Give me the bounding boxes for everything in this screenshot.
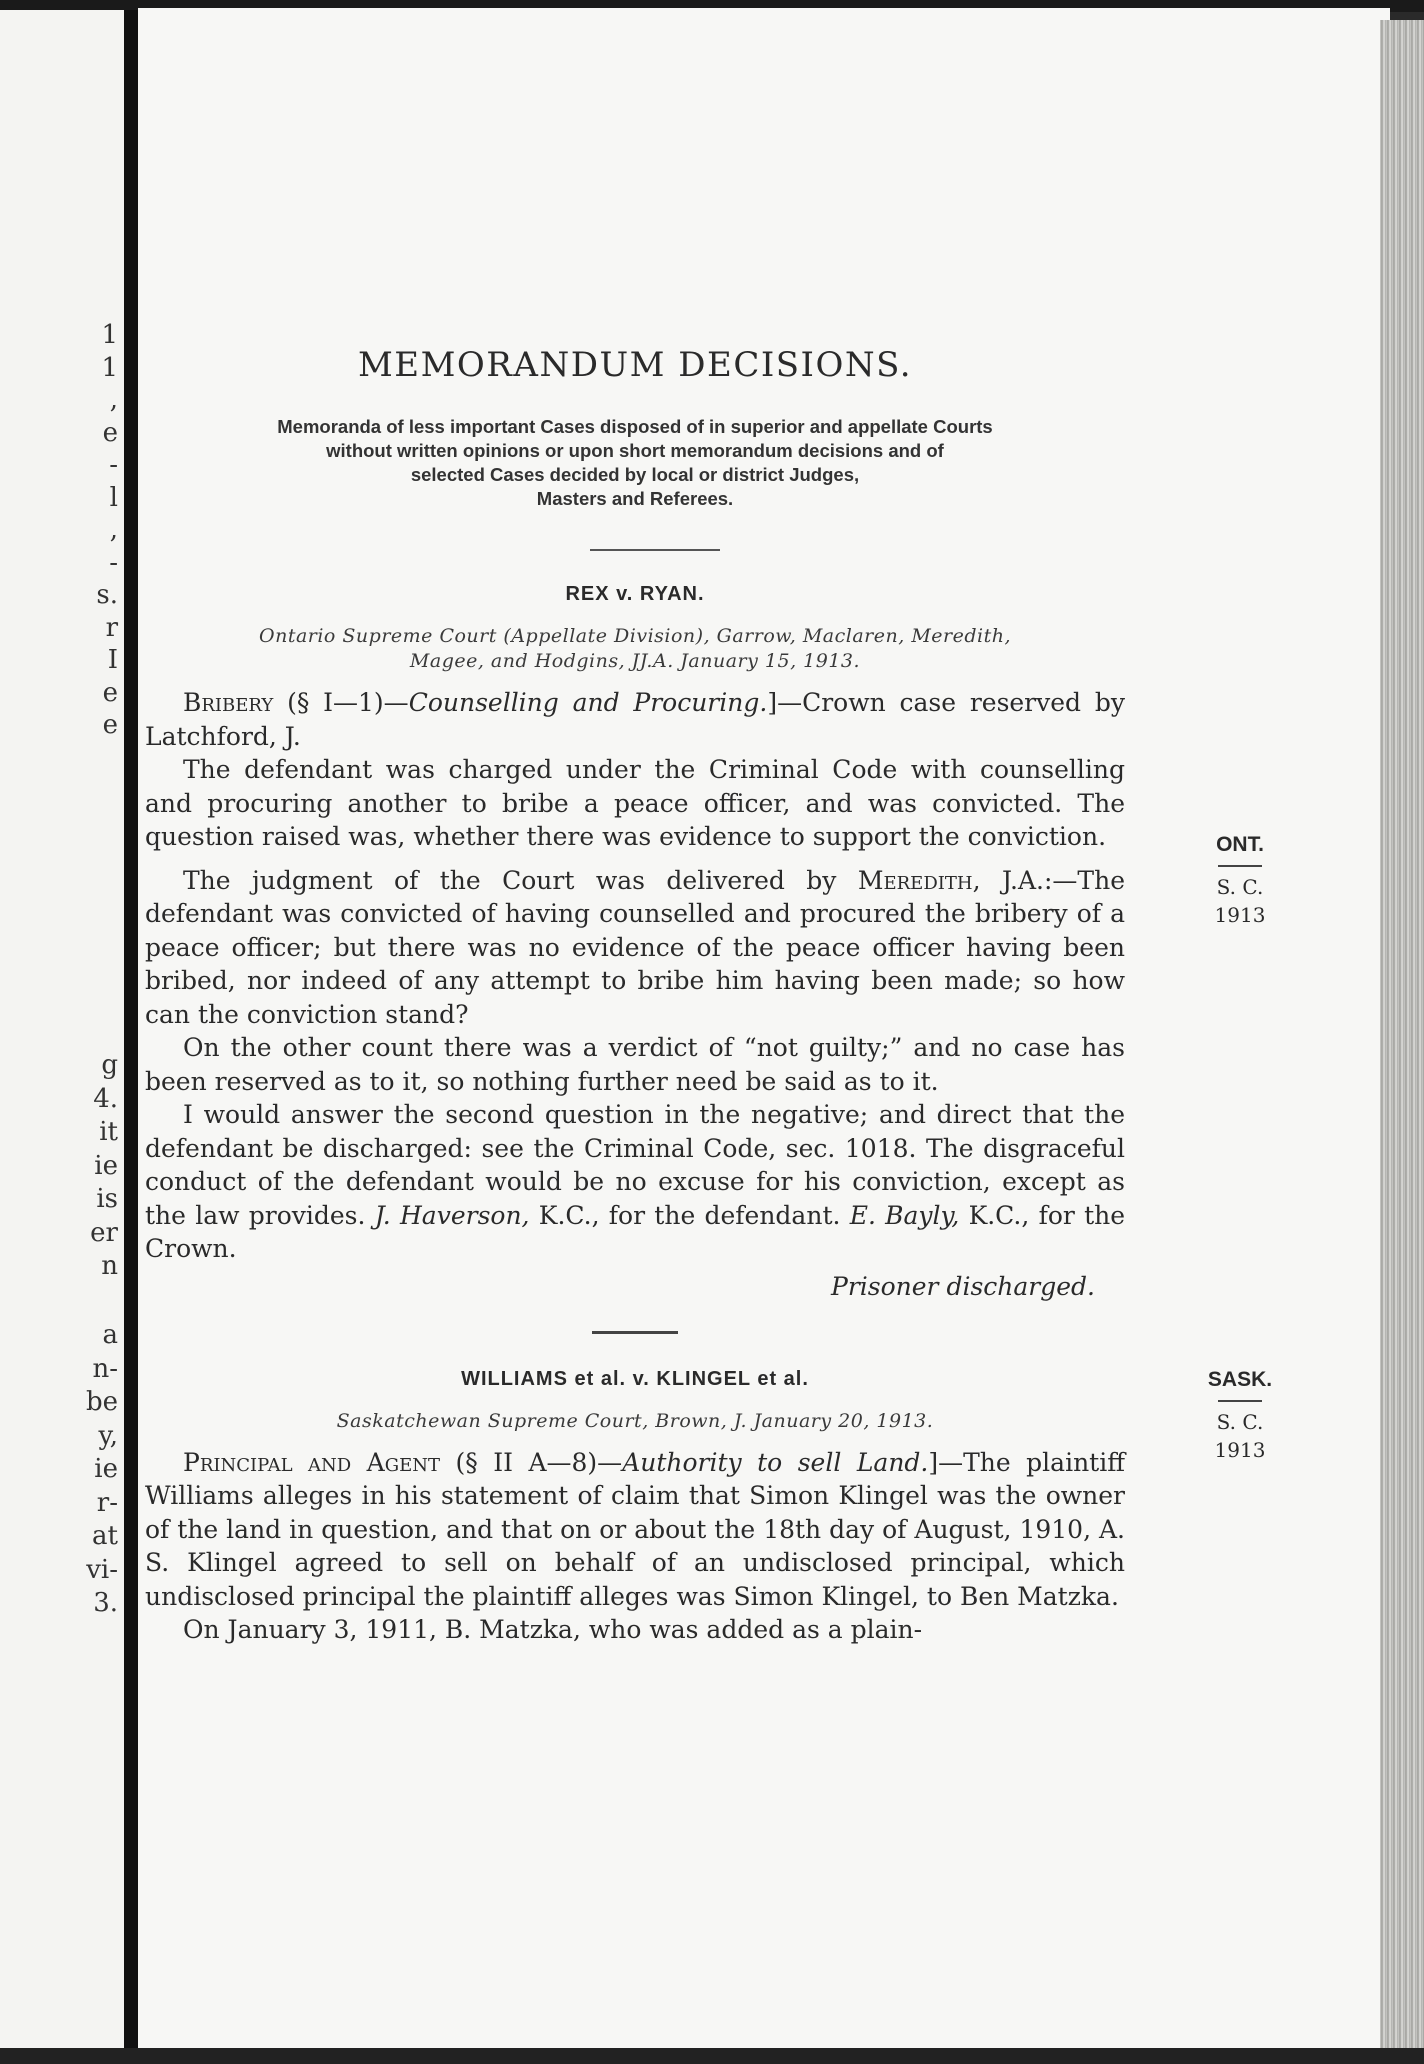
description-line: selected Cases decided by local or district Judges, [410, 464, 860, 485]
headnote-section: (§ I—1)— [287, 688, 409, 717]
facing-page-fragment: g [101, 1050, 118, 1080]
facing-page-fragment: 3. [93, 1588, 118, 1618]
facing-page-fragment: s. [96, 580, 118, 610]
scan-bottom-border [0, 2048, 1424, 2064]
facing-page-fragment: 1 [101, 320, 118, 350]
province: SASK. [1207, 1367, 1273, 1391]
page-content [145, 345, 1273, 1647]
headnote-topic: Authority to sell Land. [622, 1447, 929, 1477]
headnote-subject: Principal and Agent [183, 1447, 441, 1477]
order-text: I would answer the second question in the negative; and direct that the defendant be discharged: see the Criminal Code, sec. 1018. The disgraceful conduct of the defendant would be no excuse for his conviction, except as the law provides. [145, 1100, 1125, 1230]
court-line: Saskatchewan Supreme Court, Brown, J. [336, 1409, 748, 1432]
headnote-section: (§ II A—8)— [455, 1447, 623, 1477]
court-citation [145, 624, 1125, 674]
jurisdiction-margin-note [1195, 833, 1285, 929]
facing-page-fragment: , [109, 385, 118, 415]
paragraph [145, 864, 1125, 1032]
facing-page-fragment: ie [94, 1150, 118, 1181]
margin-rule [1218, 865, 1262, 867]
court-line-1: Ontario Supreme Court (Appellate Division), Garrow, Maclaren, Meredith, [259, 625, 1011, 647]
province: ONT. [1216, 833, 1264, 856]
facing-page-fragment: 1 [101, 352, 118, 383]
paragraph: On the other count there was a verdict of “not guilty;” and no case has been reserved as to it, so nothing further need be said as to it. [145, 1033, 1125, 1096]
counsel-name: E. Bayly, [849, 1200, 960, 1230]
facing-page-fragment: n- [92, 1353, 118, 1384]
decision-date: January 15, 1913. [680, 650, 861, 672]
case-title: WILLIAMS et al. v. KLINGEL et al. [461, 1367, 809, 1390]
facing-page-fragment: er [90, 1217, 118, 1248]
case-disposition: Prisoner discharged. [831, 1271, 1095, 1301]
book-gutter [124, 10, 138, 2050]
court-abbreviation: S. C. [1216, 875, 1264, 899]
headnote [145, 1446, 1125, 1614]
court-citation [145, 1409, 1125, 1434]
judgment-text: J.A.:—The defendant was convicted of having counselled and procured the bribery of a peace officer; but there was no evidence of the peace officer having been bribed, nor indeed of any attempt to bribe him having been made; so how can the conviction stand? [145, 865, 1125, 1029]
counsel-role: K.C., for the defendant. [538, 1200, 841, 1230]
headnote-rest: ]—Crown case reserved by Latchford, J. [145, 688, 1125, 751]
facing-page-fragment: l [109, 482, 118, 513]
counsel-role: K.C., for the Crown. [145, 1200, 1126, 1263]
facing-page-fragment: it [99, 1117, 118, 1147]
description-line: Masters and Referees. [536, 488, 734, 509]
decision-date: January 20, 1913. [753, 1409, 934, 1432]
court-line-2: Magee, and Hodgins, JJ.A. [409, 650, 674, 672]
facing-page-edge [0, 10, 124, 2050]
facing-page-fragment: e [102, 710, 118, 740]
headnote-rest: ]—The plaintiff Williams alleges in his statement of claim that Simon Klingel was the owner of the land in question, and that on or about the 18th day of August, 1910, A. S. Klingel agreed to sell on behalf of an undisclosed principal, which undisclosed principal the plaintiff alleges was Simon Klingel, to Ben Matzka. [145, 1447, 1125, 1611]
facing-page-fragment: e [102, 677, 118, 708]
paragraph: On January 3, 1911, B. Matzka, who was added as a plain- [183, 1615, 923, 1644]
facing-page-fragment: - [109, 450, 118, 480]
case-title: REX v. RYAN. [565, 583, 705, 605]
facing-page-fragment: I [107, 645, 118, 675]
case-separator [592, 1331, 678, 1334]
page-title: MEMORANDUM DECISIONS. [357, 345, 913, 385]
facing-page-fragment: at [92, 1521, 118, 1551]
headnote-topic: Counselling and Procuring. [408, 688, 768, 717]
paragraph: The defendant was charged under the Criminal Code with counselling and procuring another to bribe a peace officer, and was convicted. The question raised was, whether there was evidence to support the conviction. [145, 755, 1125, 851]
facing-page-fragment: y, [98, 1420, 118, 1451]
headnote-subject: Bribery [183, 688, 274, 717]
description-line: without written opinions or upon short memorandum decisions and of [326, 440, 944, 461]
description-line: Memoranda of less important Cases disposed of in superior and appellate Courts [277, 416, 993, 437]
facing-page-fragment: is [96, 1184, 118, 1214]
counsel-name: J. Haverson, [374, 1200, 530, 1230]
facing-page-fragment: - [109, 547, 118, 578]
header-divider [590, 549, 720, 551]
margin-rule [1218, 1400, 1262, 1402]
year: 1913 [1214, 903, 1266, 927]
year: 1913 [1214, 1437, 1266, 1462]
facing-page-fragment: n [101, 1251, 118, 1281]
facing-page-fragment: 4. [93, 1083, 118, 1114]
case-rex-v-ryan [145, 583, 1266, 1301]
headnote [145, 686, 1125, 753]
paragraph [145, 1098, 1125, 1266]
facing-page-fragment: , [109, 515, 118, 545]
facing-page-fragment: vi- [86, 1554, 118, 1585]
judgment-intro: The judgment of the Court was delivered by [183, 865, 837, 895]
facing-page-fragment: ie [94, 1454, 118, 1484]
section-description [205, 415, 1065, 511]
facing-page-fragment: be [85, 1387, 118, 1417]
facing-page-fragment: a [102, 1320, 118, 1350]
case-williams-v-klingel [145, 1367, 1273, 1647]
page-stack-edge [1380, 20, 1424, 2050]
court-abbreviation: S. C. [1216, 1409, 1264, 1434]
facing-page-fragment: r [105, 612, 118, 643]
jurisdiction-margin-note [1195, 1368, 1285, 1464]
facing-page-fragment: r- [96, 1487, 118, 1518]
judge-name: Meredith, [857, 865, 981, 895]
facing-page-fragment: e [102, 417, 118, 448]
